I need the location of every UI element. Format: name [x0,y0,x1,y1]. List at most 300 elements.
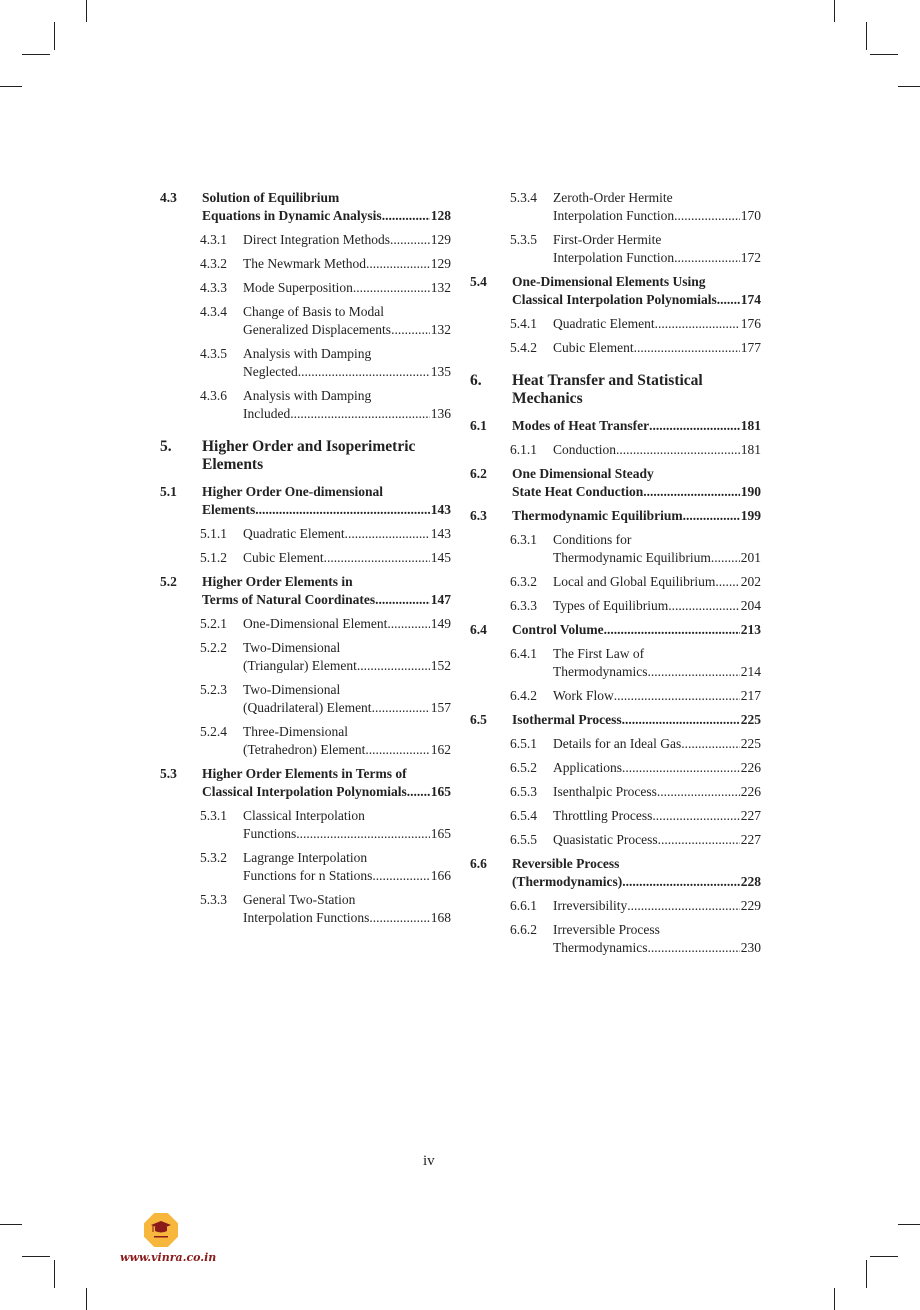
toc-entry-page: 176 [740,316,761,331]
toc-entry-number: 5.2.3 [200,682,227,697]
toc-entry-page: 225 [740,712,761,727]
toc-entry-number: 5.4 [470,274,487,289]
toc-entry-title [512,372,761,408]
toc-entry-number: 5.3.1 [200,808,227,823]
toc-entry-page: 135 [430,364,451,379]
toc-entry-title [243,681,451,717]
toc-entry-sub[interactable] [470,687,761,705]
toc-entry-section[interactable] [470,711,761,729]
toc-entry-number: 5.3.5 [510,232,537,247]
toc-entry-number: 5.3.2 [200,850,227,865]
toc-entry-title-line: Equations in Dynamic Analysis [202,208,382,223]
crop-mark [866,1260,867,1288]
dot-leader [681,735,740,753]
toc-entry-title-line: Thermodynamics [553,940,648,955]
toc-entry-page: 227 [740,832,761,847]
toc-entry-title-line: Thermodynamic Equilibrium [553,550,711,565]
dot-leader [658,831,740,849]
toc-entry-title-line: Modes of Heat Transfer [512,418,650,433]
toc-entry-page: 204 [740,598,761,613]
toc-entry-section[interactable] [470,855,761,891]
toc-entry-title-line: Reversible Process [512,856,620,871]
toc-entry-number: 6.1 [470,418,487,433]
toc-entry-title [243,615,451,633]
dot-leader [382,207,430,225]
crop-mark [870,54,898,55]
toc-entry-sub[interactable] [470,339,761,357]
toc-entry-number: 4.3.5 [200,346,227,361]
toc-entry-title-line: The First Law of [553,646,645,661]
toc-entry-number: 5.4.2 [510,340,537,355]
toc-entry-title-line: Terms of Natural Coordinates [202,592,376,607]
toc-entry-page: 147 [430,592,451,607]
toc-entry-section[interactable] [470,621,761,639]
dot-leader [298,363,430,381]
toc-entry-title [202,765,451,801]
toc-entry-page: 226 [740,760,761,775]
toc-entry-page: 217 [740,688,761,703]
toc-entry-number: 4.3.6 [200,388,227,403]
toc-entry-title [243,387,451,423]
toc-entry-title-line: Cubic Element [553,340,634,355]
toc-entry-page: 177 [740,340,761,355]
toc-entry-title-line: Types of Equilibrium [553,598,669,613]
toc-entry-title [553,231,761,267]
toc-entry-number: 4.3.2 [200,256,227,271]
toc-entry-title-line: Interpolation Functions [243,910,370,925]
crop-mark [898,1224,920,1225]
toc-entry-title [202,438,451,474]
toc-entry-title [553,531,761,567]
toc-entry-sub[interactable] [470,921,761,957]
toc-entry-page: 225 [740,736,761,751]
toc-entry-title [553,831,761,849]
toc-entry-number: 5.1 [160,484,177,499]
toc-entry-title-line: Higher Order Elements in [202,574,353,589]
toc-entry-title-line: (Quadrilateral) Element [243,700,372,715]
dot-leader [366,255,430,273]
toc-entry-number: 6.4.1 [510,646,537,661]
toc-entry-title-line: Isothermal Process [512,712,622,727]
toc-entry-section[interactable] [470,273,761,309]
toc-entry-title-line: Local and Global Equilibrium [553,574,716,589]
toc-entry-title-line: Functions for n Stations [243,868,373,883]
toc-entry-title [243,639,451,675]
toc-entry-title [553,315,761,333]
toc-entry-sub[interactable] [470,531,761,567]
toc-entry-title [512,621,761,639]
toc-entry-title-line: Classical Interpolation Polynomials [202,784,407,799]
toc-entry-title [553,759,761,777]
toc-entry-title-line: Solution of Equilibrium [202,190,340,205]
toc-entry-sub[interactable] [160,279,451,297]
toc-entry-title-line: Analysis with Damping [243,388,372,403]
toc-entry-number: 6.3.1 [510,532,537,547]
toc-entry-number: 6.4 [470,622,487,637]
toc-entry-title-line: Interpolation Function [553,208,675,223]
toc-entry-title [553,735,761,753]
crop-mark [54,22,55,50]
toc-entry-sub[interactable] [470,573,761,591]
toc-entry-number: 5.2.1 [200,616,227,631]
dot-leader [296,825,429,843]
toc-entry-page: 128 [430,208,451,223]
toc-entry-title-line: Thermodynamic Equilibrium [512,508,683,523]
toc-entry-title [553,189,761,225]
toc-entry-section[interactable] [160,189,451,225]
toc-entry-sub[interactable] [160,525,451,543]
toc-entry-page: 181 [740,418,761,433]
toc-entry-number: 5.4.1 [510,316,537,331]
toc-entry-title [553,807,761,825]
toc-entry-page: 226 [740,784,761,799]
toc-entry-number: 5.3.3 [200,892,227,907]
toc-entry-section[interactable] [160,765,451,801]
toc-entry-title-line: Elements [202,502,256,517]
toc-entry-title [553,921,761,957]
toc-entry-title-line: One-Dimensional Element [243,616,388,631]
toc-entry-title [553,897,761,915]
toc-entry-page: 162 [430,742,451,757]
toc-entry-number: 6.5 [470,712,487,727]
toc-entry-title-line: Irreversible Process [553,922,660,937]
toc-entry-title [512,417,761,435]
toc-entry-title-line: Applications [553,760,622,775]
logo-badge-icon [144,1213,178,1247]
dot-leader [657,783,740,801]
dot-leader [614,687,740,705]
toc-entry-title-line: (Thermodynamics) [512,874,623,889]
toc-entry-section[interactable] [470,417,761,435]
toc-entry-page: 166 [430,868,451,883]
dot-leader [649,417,740,435]
toc-entry-chapter[interactable] [470,372,761,408]
toc-entry-page: 190 [740,484,761,499]
toc-entry-title-line: Conduction [553,442,616,457]
toc-entry-title [553,573,761,591]
toc-entry-sub[interactable] [160,549,451,567]
toc-entry-sub[interactable] [470,645,761,681]
toc-entry-title-line: (Tetrahedron) Element [243,742,366,757]
toc-entry-number: 6.5.2 [510,760,537,775]
toc-entry-title-line: (Triangular) Element [243,658,357,673]
toc-entry-sub[interactable] [470,897,761,915]
toc-entry-sub[interactable] [160,303,451,339]
toc-entry-page: 145 [430,550,451,565]
crop-mark [834,0,835,22]
dot-leader [407,783,430,801]
toc-entry-title-line: Direct Integration Methods [243,232,390,247]
toc-entry-title-line: Throttling Process [553,808,653,823]
logo-url[interactable]: www.vinra.co.in [120,1251,217,1264]
toc-entry-page: 174 [740,292,761,307]
toc-entry-title-line: One-Dimensional Elements Using [512,274,706,289]
dot-leader [604,621,740,639]
toc-left-column [160,189,451,933]
dot-leader [717,291,740,309]
toc-entry-number: 5.2.4 [200,724,227,739]
toc-entry-sub[interactable] [160,849,451,885]
toc-entry-title [553,687,761,705]
toc-entry-title-line: Work Flow [553,688,614,703]
toc-entry-title-line: Heat Transfer and Statistical [512,372,703,389]
toc-entry-title-line: Two-Dimensional [243,682,341,697]
toc-entry-page: 149 [430,616,451,631]
toc-entry-page: 230 [740,940,761,955]
toc-entry-page: 129 [430,256,451,271]
toc-entry-page: 129 [430,232,451,247]
toc-entry-title [512,711,761,729]
toc-entry-number: 6.5.4 [510,808,537,823]
toc-entry-title-line: Conditions for [553,532,632,547]
dot-leader [391,321,430,339]
toc-entry-number: 6.5.5 [510,832,537,847]
toc-entry-page: 202 [740,574,761,589]
dot-leader [365,741,429,759]
toc-entry-title [553,441,761,459]
dot-leader [357,657,430,675]
toc-entry-sub[interactable] [160,615,451,633]
toc-entry-title-line: Two-Dimensional [243,640,341,655]
toc-entry-sub[interactable] [160,255,451,273]
toc-entry-title [243,345,451,381]
toc-entry-title [202,483,451,519]
toc-entry-sub[interactable] [470,807,761,825]
toc-entry-title [512,855,761,891]
toc-entry-title-line: General Two-Station [243,892,356,907]
toc-entry-section[interactable] [160,483,451,519]
crop-mark [834,1288,835,1310]
toc-entry-sub[interactable] [160,807,451,843]
toc-entry-page: 181 [740,442,761,457]
toc-entry-number: 5. [160,438,172,455]
toc-entry-chapter[interactable] [160,438,451,474]
toc-entry-title-line: Classical Interpolation [243,808,365,823]
toc-entry-sub[interactable] [470,759,761,777]
toc-entry-number: 5.3 [160,766,177,781]
toc-entry-title-line: Generalized Displacements [243,322,392,337]
toc-entry-title-line: Control Volume [512,622,604,637]
toc-entry-title-line: One Dimensional Steady [512,466,654,481]
toc-entry-title-line: Zeroth-Order Hermite [553,190,673,205]
dot-leader [255,501,430,519]
toc-entry-number: 6.5.3 [510,784,537,799]
toc-entry-page: 227 [740,808,761,823]
toc-entry-title-line: Neglected [243,364,298,379]
toc-entry-title [202,189,451,225]
toc-entry-sub[interactable] [470,831,761,849]
toc-entry-sub[interactable] [160,231,451,249]
toc-entry-title-line: Irreversibility [553,898,628,913]
toc-entry-title-line: Classical Interpolation Polynomials [512,292,717,307]
toc-entry-number: 6.3.3 [510,598,537,613]
crop-mark [898,86,920,87]
toc-entry-title [243,849,451,885]
toc-entry-sub[interactable] [160,345,451,381]
toc-entry-page: 132 [430,280,451,295]
dot-leader [655,315,740,333]
dot-leader [372,867,429,885]
crop-mark [86,1288,87,1310]
toc-right-column [470,189,761,963]
dot-leader [668,597,739,615]
toc-entry-title-line: Quasistatic Process [553,832,658,847]
crop-mark [22,1256,50,1257]
dot-leader [711,549,740,567]
toc-entry-page: 165 [430,826,451,841]
toc-entry-number: 5.2.2 [200,640,227,655]
toc-entry-page: 143 [430,526,451,541]
toc-entry-title-line: Elements [202,456,264,473]
toc-entry-page: 228 [740,874,761,889]
toc-entry-title [512,507,761,525]
toc-entry-title-line: Cubic Element [243,550,324,565]
toc-entry-section[interactable] [470,465,761,501]
toc-entry-section[interactable] [160,573,451,609]
toc-entry-page: 157 [430,700,451,715]
toc-entry-number: 6.6 [470,856,487,871]
crop-mark [866,22,867,50]
toc-entry-title [243,255,451,273]
toc-entry-title-line: Thermodynamics [553,664,648,679]
dot-leader [647,663,739,681]
dot-leader [353,279,430,297]
toc-entry-title [202,573,451,609]
toc-entry-title-line: Mode Superposition [243,280,353,295]
toc-entry-title-line: The Newmark Method [243,256,366,271]
toc-entry-sub[interactable] [470,735,761,753]
dot-leader [643,483,740,501]
crop-mark [86,0,87,22]
toc-entry-page: 199 [740,508,761,523]
toc-entry-title-line: Quadratic Element [243,526,345,541]
toc-entry-sub[interactable] [160,639,451,675]
toc-entry-number: 6.3.2 [510,574,537,589]
toc-entry-number: 6.3 [470,508,487,523]
toc-entry-title-line: Interpolation Function [553,250,675,265]
toc-entry-page: 143 [430,502,451,517]
dot-leader [647,939,739,957]
toc-entry-page: 136 [430,406,451,421]
toc-entry-page: 168 [430,910,451,925]
toc-entry-number: 6.1.1 [510,442,537,457]
dot-leader [715,573,739,591]
toc-entry-number: 6.2 [470,466,487,481]
dot-leader [369,909,429,927]
toc-entry-title [512,273,761,309]
toc-entry-page: 213 [740,622,761,637]
crop-mark [0,86,22,87]
toc-entry-title [243,279,451,297]
toc-entry-number: 5.3.4 [510,190,537,205]
toc-entry-title [553,339,761,357]
toc-entry-number: 4.3.4 [200,304,227,319]
toc-entry-title-line: Quadratic Element [553,316,655,331]
toc-entry-sub[interactable] [160,723,451,759]
toc-entry-title-line: Functions [243,826,297,841]
dot-leader [290,405,430,423]
toc-entry-title-line: Higher Order One-dimensional [202,484,384,499]
toc-entry-page: 214 [740,664,761,679]
crop-mark [0,1224,22,1225]
crop-mark [54,1260,55,1288]
dot-leader [652,807,739,825]
toc-entry-number: 5.1.1 [200,526,227,541]
toc-entry-sub[interactable] [160,387,451,423]
dot-leader [616,441,740,459]
toc-entry-title-line: Change of Basis to Modal [243,304,384,319]
toc-entry-title-line: Higher Order and Isoperimetric [202,438,416,455]
toc-entry-sub[interactable] [470,783,761,801]
dot-leader [627,897,740,915]
dot-leader [674,249,740,267]
toc-entry-title-line: First-Order Hermite [553,232,662,247]
toc-entry-number: 5.1.2 [200,550,227,565]
toc-entry-page: 132 [430,322,451,337]
crop-mark [870,1256,898,1257]
toc-entry-page: 170 [740,208,761,223]
toc-entry-title-line: State Heat Conduction [512,484,644,499]
page-number: iv [423,1153,435,1169]
toc-entry-title-line: Mechanics [512,390,583,407]
toc-entry-title-line: Isenthalpic Process [553,784,657,799]
toc-entry-title-line: Details for an Ideal Gas [553,736,682,751]
dot-leader [375,591,430,609]
toc-entry-title-line: Included [243,406,291,421]
dot-leader [622,873,740,891]
toc-entry-title-line: Analysis with Damping [243,346,372,361]
toc-entry-number: 6. [470,372,482,389]
toc-entry-number: 6.6.1 [510,898,537,913]
dot-leader [683,507,740,525]
toc-entry-sub[interactable] [160,891,451,927]
toc-entry-sub[interactable] [470,597,761,615]
toc-entry-title [553,597,761,615]
toc-entry-page: 201 [740,550,761,565]
toc-entry-page: 152 [430,658,451,673]
toc-entry-title [243,231,451,249]
toc-entry-title [243,807,451,843]
toc-entry-section[interactable] [470,507,761,525]
toc-entry-sub[interactable] [470,441,761,459]
dot-leader [622,759,740,777]
toc-entry-number: 4.3 [160,190,177,205]
toc-entry-title [512,465,761,501]
toc-entry-sub[interactable] [160,681,451,717]
toc-entry-title [553,645,761,681]
toc-entry-sub[interactable] [470,315,761,333]
dot-leader [390,231,430,249]
dot-leader [674,207,740,225]
toc-entry-page: 172 [740,250,761,265]
toc-entry-number: 4.3.3 [200,280,227,295]
crop-mark [22,54,50,55]
toc-entry-sub[interactable] [470,189,761,225]
toc-entry-number: 5.2 [160,574,177,589]
toc-entry-title-line: Three-Dimensional [243,724,348,739]
toc-entry-number: 6.5.1 [510,736,537,751]
dot-leader [387,615,429,633]
toc-entry-title [243,549,451,567]
toc-entry-title-line: Lagrange Interpolation [243,850,368,865]
dot-leader [345,525,430,543]
dot-leader [622,711,740,729]
dot-leader [634,339,740,357]
toc-entry-title [553,783,761,801]
toc-entry-title [243,525,451,543]
toc-entry-number: 4.3.1 [200,232,227,247]
toc-entry-sub[interactable] [470,231,761,267]
